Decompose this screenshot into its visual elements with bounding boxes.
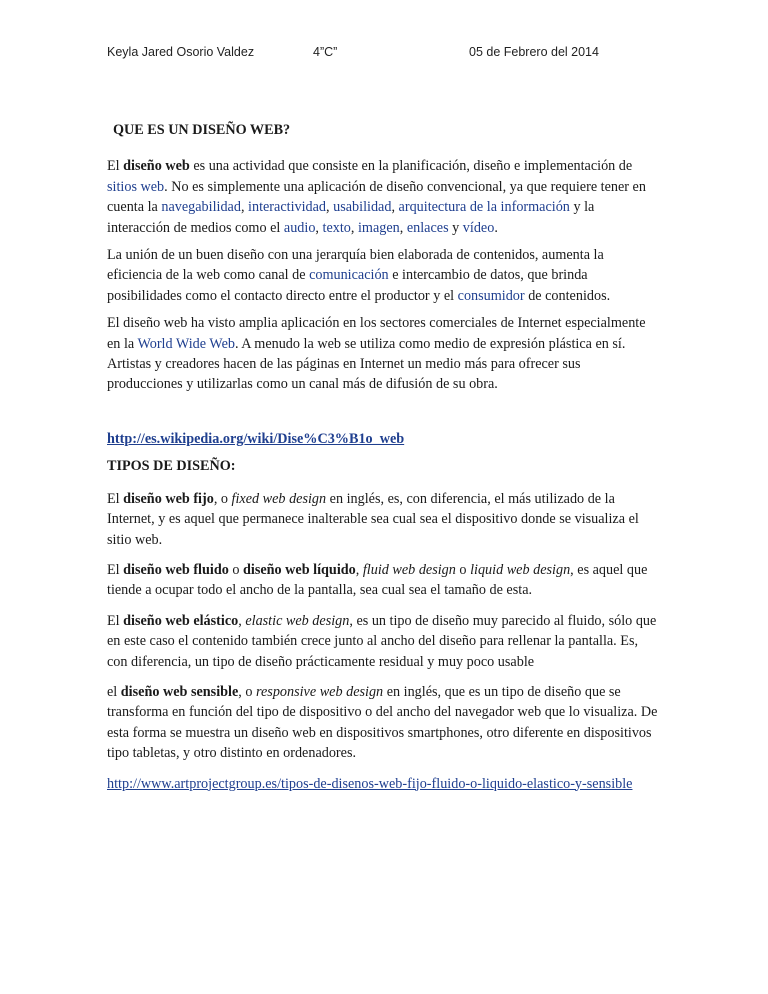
link-sitios-web[interactable]: sitios web [107, 178, 165, 195]
paragraph-union: La unión de un buen diseño con una jerarquía bien elaborada de contenidos, aumenta la eficiencia de la web como canal de comunicación e intercambio de datos, que brinda posibilidades como el contacto directo entre el productor y el consumidor de contenidos. [107, 247, 611, 304]
paragraph-aplicacion: El diseño web ha visto amplia aplicación en los sectores comerciales de Internet especialmente en la World Wide Web. A menudo la web se utiliza como medio de expresión plástica en sí. Artistas y creadores hacen de las páginas en Internet un medio más para ofrecer sus producciones y utilizarlas como un canal más de difusión de su obra. [107, 315, 646, 393]
group-label: 4”C” [313, 45, 338, 59]
paragraph-fijo: El diseño web fijo, o fixed web design en inglés, es, con diferencia, el más utilizado de la Internet, y es aquel que permanece inalterable sea cual sea el dispositivo donde se visualiza el sitio web. [107, 490, 639, 548]
source-link-wikipedia-wrap [107, 429, 659, 449]
source-link-artproject-wrap [107, 774, 659, 794]
link-imagen[interactable]: imagen [357, 219, 400, 236]
link-texto[interactable]: texto [322, 219, 351, 236]
link-comunicacion[interactable]: comunicación [309, 267, 389, 284]
link-arquitectura[interactable]: arquitectura de la información [398, 199, 570, 216]
author-name: Keyla Jared Osorio Valdez [107, 45, 255, 59]
link-enlaces[interactable]: enlaces [406, 219, 449, 236]
link-audio[interactable]: audio [283, 219, 316, 236]
section-title-que-es: QUE ES UN DISEÑO WEB? [113, 122, 291, 138]
link-world-wide-web[interactable]: World Wide Web [137, 335, 235, 352]
page-header [107, 45, 667, 63]
paragraph-sensible: el diseño web sensible, o responsive web design en inglés, que es un tipo de diseño que se transforma en función del tipo de dispositivo o del ancho del navegador web que lo visualiza. De esta forma se muestra un diseño web en dispositivos smartphones, otro diferente en dispositivos tipo tabletas, y otro distinto en ordenadores. [107, 683, 658, 762]
spacer [107, 402, 659, 429]
section-title-tipos: TIPOS DE DISEÑO: [107, 458, 236, 475]
link-consumidor[interactable]: consumidor [457, 287, 525, 304]
source-link-artproject[interactable]: http://www.artprojectgroup.es/tipos-de-disenos-web-fijo-fluido-o-liquido-elastico-y-sensible [107, 775, 633, 792]
link-navegabilidad[interactable]: navegabilidad [161, 199, 241, 216]
paragraph-elastico: El diseño web elástico, elastic web design, es un tipo de diseño muy parecido al fluido, sólo que en este caso el contenido también crece junto al ancho del diseño para rellenar la pantalla. Es, con diferencia, un tipo de diseño prácticamente residual y muy poco usable [107, 612, 657, 670]
source-link-wikipedia[interactable]: http://es.wikipedia.org/wiki/Dise%C3%B1o_web [107, 430, 405, 447]
link-interactividad[interactable]: interactividad [248, 199, 327, 216]
paragraph-definition: El diseño web es una actividad que consiste en la planificación, diseño e implementación de sitios web. No es simplemente una aplicación de diseño convencional, ya que requiere tener en cuenta la navegabilidad, interactividad, usabilidad, arquitectura de la información y la interacción de medios como el audio, texto, imagen, enlaces y vídeo. [107, 158, 646, 236]
link-usabilidad[interactable]: usabilidad [333, 199, 392, 216]
document-body [107, 120, 659, 801]
link-video[interactable]: vídeo [462, 219, 495, 236]
document-date: 05 de Febrero del 2014 [469, 45, 599, 59]
paragraph-fluido: El diseño web fluido o diseño web líquido, fluid web design o liquid web design, es aquel que tiende a ocupar todo el ancho de la pantalla, sea cual sea el tamaño de esta. [107, 561, 648, 599]
